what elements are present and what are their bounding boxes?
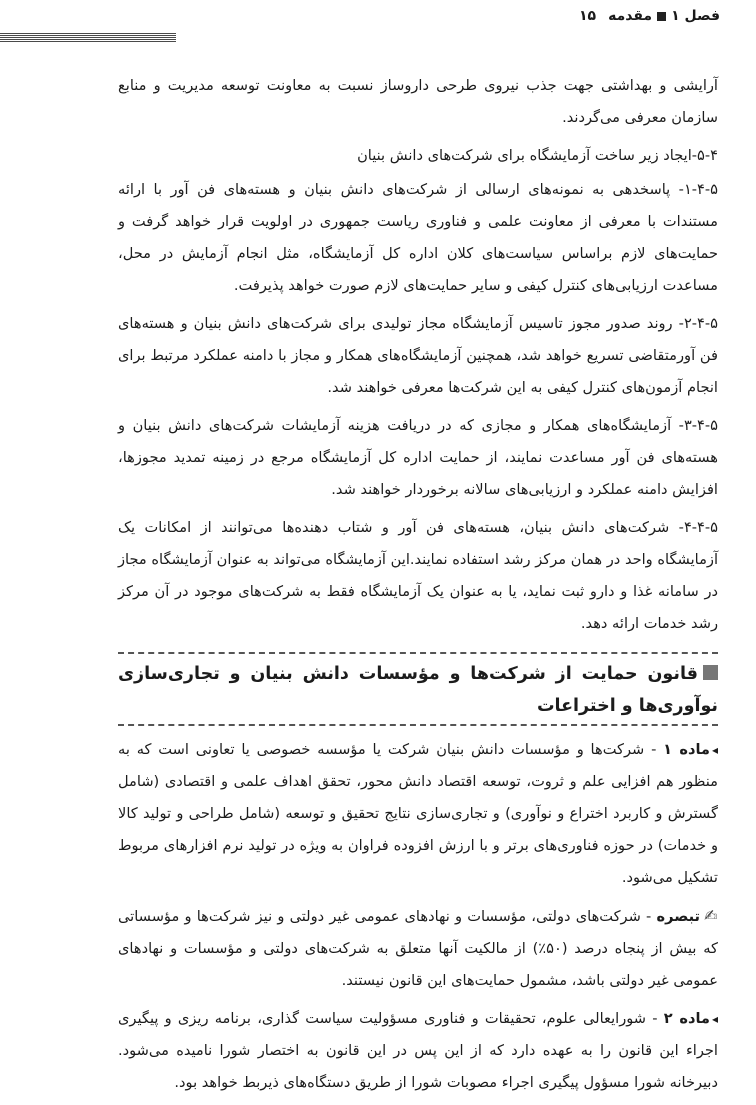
paragraph: آرایشی و بهداشتی جهت جذب نیروی طرحی داروساز نسبت به معاونت توسعه مدیریت و منابع سازمان معرفی می‌گردند. — [118, 77, 718, 126]
article-2-label: ماده ۲ — [663, 1010, 710, 1027]
article-1 — [118, 734, 718, 894]
section-label: مقدمه — [608, 8, 653, 24]
subsection-heading: ۵-۴-ایجاد زیر ساخت آزمایشگاه برای شرکت‌های دانش بنیان — [357, 147, 718, 164]
heading-square-icon — [703, 665, 718, 680]
article-2-text: - شورایعالی علوم، تحقیقات و فناوری مسؤولیت سیاست گذاری، برنامه ریزی و پیگیری اجراء این قانون را به عهده دارد که از این پس در این قانون به اختصار شورا نامیده می‌شود. دبیرخانه شورا مسؤول پیگیری اجراء مصوبات شورا از طریق دستگاه‌های ذیربط خواهد بود. — [118, 1010, 718, 1091]
note — [118, 900, 718, 997]
article-2 — [118, 1003, 718, 1099]
pen-note-icon: ✍ — [704, 906, 718, 925]
note-text: - شرکت‌های دولتی، مؤسسات و نهادهای عمومی غیر دولتی و نیز شرکت‌ها و مؤسساتی که بیش از پنجاه درصد (۵۰٪) از مالکیت آنها متعلق به شرکت‌های دولتی و مؤسسات و نهادهای عمومی غیر دولتی باشد، مشمول حمایت‌های این قانون نیستند. — [118, 908, 718, 989]
paragraph: ۳-۴-۵- آزمایشگاه‌های همکار و مجازی که در دریافت هزینه آزمایشات شرکت‌های دانش بنیان و هسته‌های فن آور مساعدت نمایند، از حمایت اداره کل آزمایشگاه مرجع در زمینه تمدید مجوزها، افزایش دامنه عملکرد و ارزیابی‌های سالانه برخوردار خواهند شد. — [118, 417, 718, 498]
paragraph: ۲-۴-۵- روند صدور مجوز تاسیس آزمایشگاه مجاز تولیدی برای شرکت‌های دانش بنیان و هسته‌های فن آورمتقاضی تسریع خواهد شد، همچنین آزمایشگاه‌های همکار و مجاز با دامنه عملکرد مرتبط برای انجام آزمون‌های کنترل کیفی به این شرکت‌ها معرفی خواهند شد. — [118, 315, 718, 396]
section-heading — [118, 652, 718, 726]
page-number: ۱۵ — [579, 8, 597, 24]
article-1-label: ماده ۱ — [663, 741, 710, 758]
running-header — [579, 8, 720, 24]
arrow-bullet-icon: ◂ — [711, 743, 719, 757]
article-1-text: - شرکت‌ها و مؤسسات دانش بنیان شرکت یا مؤسسه خصوصی یا تعاونی است که به منظور هم افزایی علم و ثروت، توسعه اقتصاد دانش محور، تحقق اهداف علمی و اقتصادی (شامل گسترش و کاربرد اختراع و نوآوری) و تجاری‌سازی نتایج تحقیق و توسعه (شامل طراحی و تولید کالا و خدمات) در حوزه فناوری‌های برتر و با ارزش افزوده فراوان به ویژه در تولید نرم افزارهای مربوط تشکیل می‌شود. — [118, 741, 718, 886]
arrow-bullet-icon: ◂ — [711, 1012, 718, 1026]
page-body — [118, 70, 718, 1105]
chapter-label: فصل ۱ — [671, 8, 720, 24]
header-decorative-rule — [0, 33, 176, 43]
square-separator-icon — [657, 12, 666, 21]
section-title: قانون حمایت از شرکت‌ها و مؤسسات دانش بنیان و تجاری‌سازی نوآوری‌ها و اختراعات — [118, 664, 718, 716]
note-label: تبصره — [656, 908, 701, 925]
paragraph: ۴-۴-۵- شرکت‌های دانش بنیان، هسته‌های فن آور و شتاب دهنده‌ها می‌توانند از امکانات یک آزمایشگاه واحد در همان مرکز رشد استفاده نمایند.این آزمایشگاه می‌تواند به عنوان آزمایشگاه مجاز در سامانه غذا و دارو ثبت نماید، یا به عنوان یک آزمایشگاه فقط به شرکت‌های موجود در آن مرکز رشد خدمات ارائه دهد. — [118, 519, 718, 632]
paragraph: ۱-۴-۵- پاسخدهی به نمونه‌های ارسالی از شرکت‌های دانش بنیان و هسته‌های فن آور با ارائه مستندات با معرفی از معاونت علمی و فناوری ریاست جمهوری در اولویت قرار خواهد گرفت و حمایت‌های لازم براساس سیاست‌های کلان اداره کل آزمایشگاه، مثل انجام آزمایش در محل، مساعدت ارزیابی‌های کنترل کیفی و سایر حمایت‌های لازم صورت خواهد پذیرفت. — [118, 181, 718, 294]
